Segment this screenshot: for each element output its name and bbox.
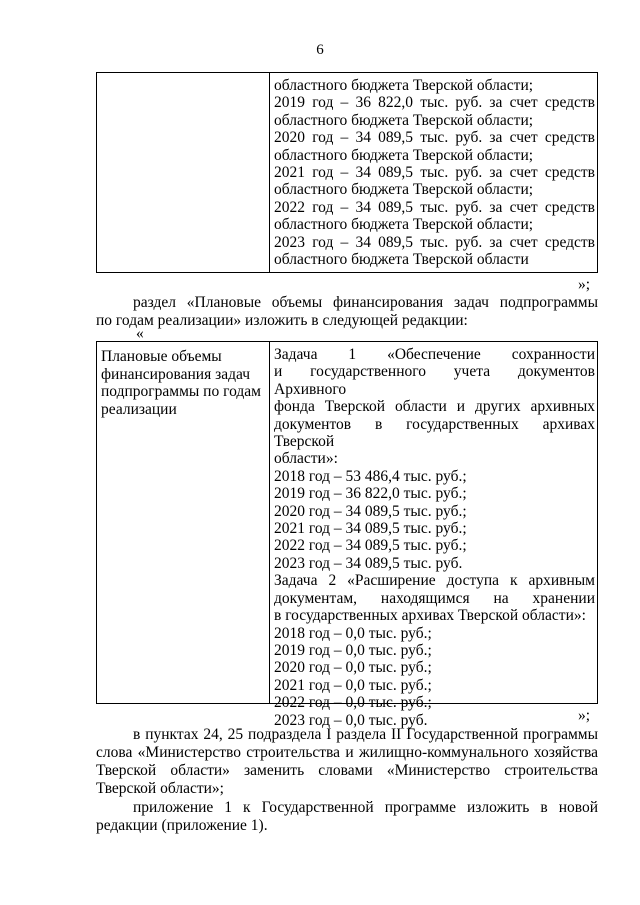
text-line: раздел «Плановые объемы финансирования задач подпрограммы bbox=[133, 294, 598, 311]
closing-quote: »; bbox=[578, 276, 591, 293]
text-line: 2020 год – 34 089,5 тыс. руб. за счет средств bbox=[274, 129, 595, 147]
text-line: 2023 год – 34 089,5 тыс. руб. bbox=[274, 554, 463, 572]
text-line: 2018 год – 0,0 тыс. руб.; bbox=[274, 624, 432, 642]
table-financing bbox=[96, 341, 598, 729]
text-line: областного бюджета Тверской области; bbox=[274, 111, 534, 129]
text-line: 2020 год – 0,0 тыс. руб.; bbox=[274, 659, 432, 677]
text-line: приложение 1 к Государственной программе изложить в новой bbox=[133, 799, 598, 816]
closing-quote-2: »; bbox=[578, 707, 591, 724]
text-line: 2020 год – 34 089,5 тыс. руб.; bbox=[274, 502, 467, 520]
table1-left-cell bbox=[97, 73, 270, 272]
text-line: 2019 год – 0,0 тыс. руб.; bbox=[274, 641, 432, 659]
text-line: документов в государственных архивах Тверской bbox=[274, 415, 595, 451]
paragraph-section-change bbox=[96, 294, 598, 330]
text-line: по годам реализации» изложить в следующей редакции: bbox=[96, 312, 468, 329]
text-line: Тверской области» заменить словами «Министерство строительства bbox=[96, 762, 598, 779]
text-line: 2021 год – 0,0 тыс. руб.; bbox=[274, 676, 432, 694]
paragraph-appendix bbox=[96, 799, 598, 835]
text-line: Задача 1 «Обеспечение сохранности bbox=[274, 346, 595, 363]
text-line: 2022 год – 34 089,5 тыс. руб.; bbox=[274, 537, 467, 555]
text-line: областного бюджета Тверской области; bbox=[274, 181, 534, 199]
table1-right-cell bbox=[270, 73, 597, 272]
text-line: 2018 год – 53 486,4 тыс. руб.; bbox=[274, 467, 467, 485]
text-line: документам, находящимся на хранении bbox=[274, 589, 595, 607]
text-line: 2022 год – 0,0 тыс. руб.; bbox=[274, 694, 432, 712]
text-line: фонда Тверской области и других архивных bbox=[274, 398, 595, 416]
text-line: и государственного учета документов Архивного bbox=[274, 363, 595, 398]
text-line: в государственных архивах Тверской области»: bbox=[274, 607, 586, 625]
text-line: 2019 год – 36 822,0 тыс. руб.; bbox=[274, 485, 467, 503]
table2-right-cell bbox=[270, 342, 597, 729]
table-continuation bbox=[96, 72, 598, 273]
text-line: 2022 год – 34 089,5 тыс. руб. за счет средств bbox=[274, 198, 595, 216]
text-line: 2021 год – 34 089,5 тыс. руб. за счет средств bbox=[274, 164, 595, 182]
text-line: Плановые объемы bbox=[101, 348, 222, 365]
text-line: 2019 год – 36 822,0 тыс. руб. за счет средств bbox=[274, 94, 595, 112]
text-line: областного бюджета Тверской области; bbox=[274, 77, 534, 94]
text-line: 2021 год – 34 089,5 тыс. руб.; bbox=[274, 520, 467, 538]
text-line: 2023 год – 34 089,5 тыс. руб. за счет средств bbox=[274, 233, 595, 251]
text-line: Задача 2 «Расширение доступа к архивным bbox=[274, 572, 595, 590]
text-line: редакции (приложение 1). bbox=[96, 817, 268, 834]
text-line: реализации bbox=[101, 400, 177, 418]
paragraph-ministry-rename bbox=[96, 726, 598, 798]
text-line: в пунктах 24, 25 подраздела I раздела II Государственной программы bbox=[133, 726, 598, 743]
text-line: областного бюджета Тверской области; bbox=[274, 146, 534, 164]
text-line: областного бюджета Тверской области bbox=[274, 251, 529, 269]
text-line: Тверской области»; bbox=[96, 780, 224, 797]
text-line: подпрограммы по годам bbox=[101, 383, 261, 400]
text-line: финансирования задач bbox=[101, 365, 251, 383]
table2-left-cell bbox=[97, 342, 270, 703]
page-number: 6 bbox=[316, 42, 324, 58]
text-line: 2023 год – 0,0 тыс. руб. bbox=[274, 711, 428, 729]
text-line: областного бюджета Тверской области; bbox=[274, 216, 534, 234]
text-line: области»: bbox=[274, 450, 338, 468]
text-line: слова «Министерство строительства и жилищно-коммунального хозяйства bbox=[96, 744, 598, 761]
opening-quote: « bbox=[136, 325, 144, 342]
